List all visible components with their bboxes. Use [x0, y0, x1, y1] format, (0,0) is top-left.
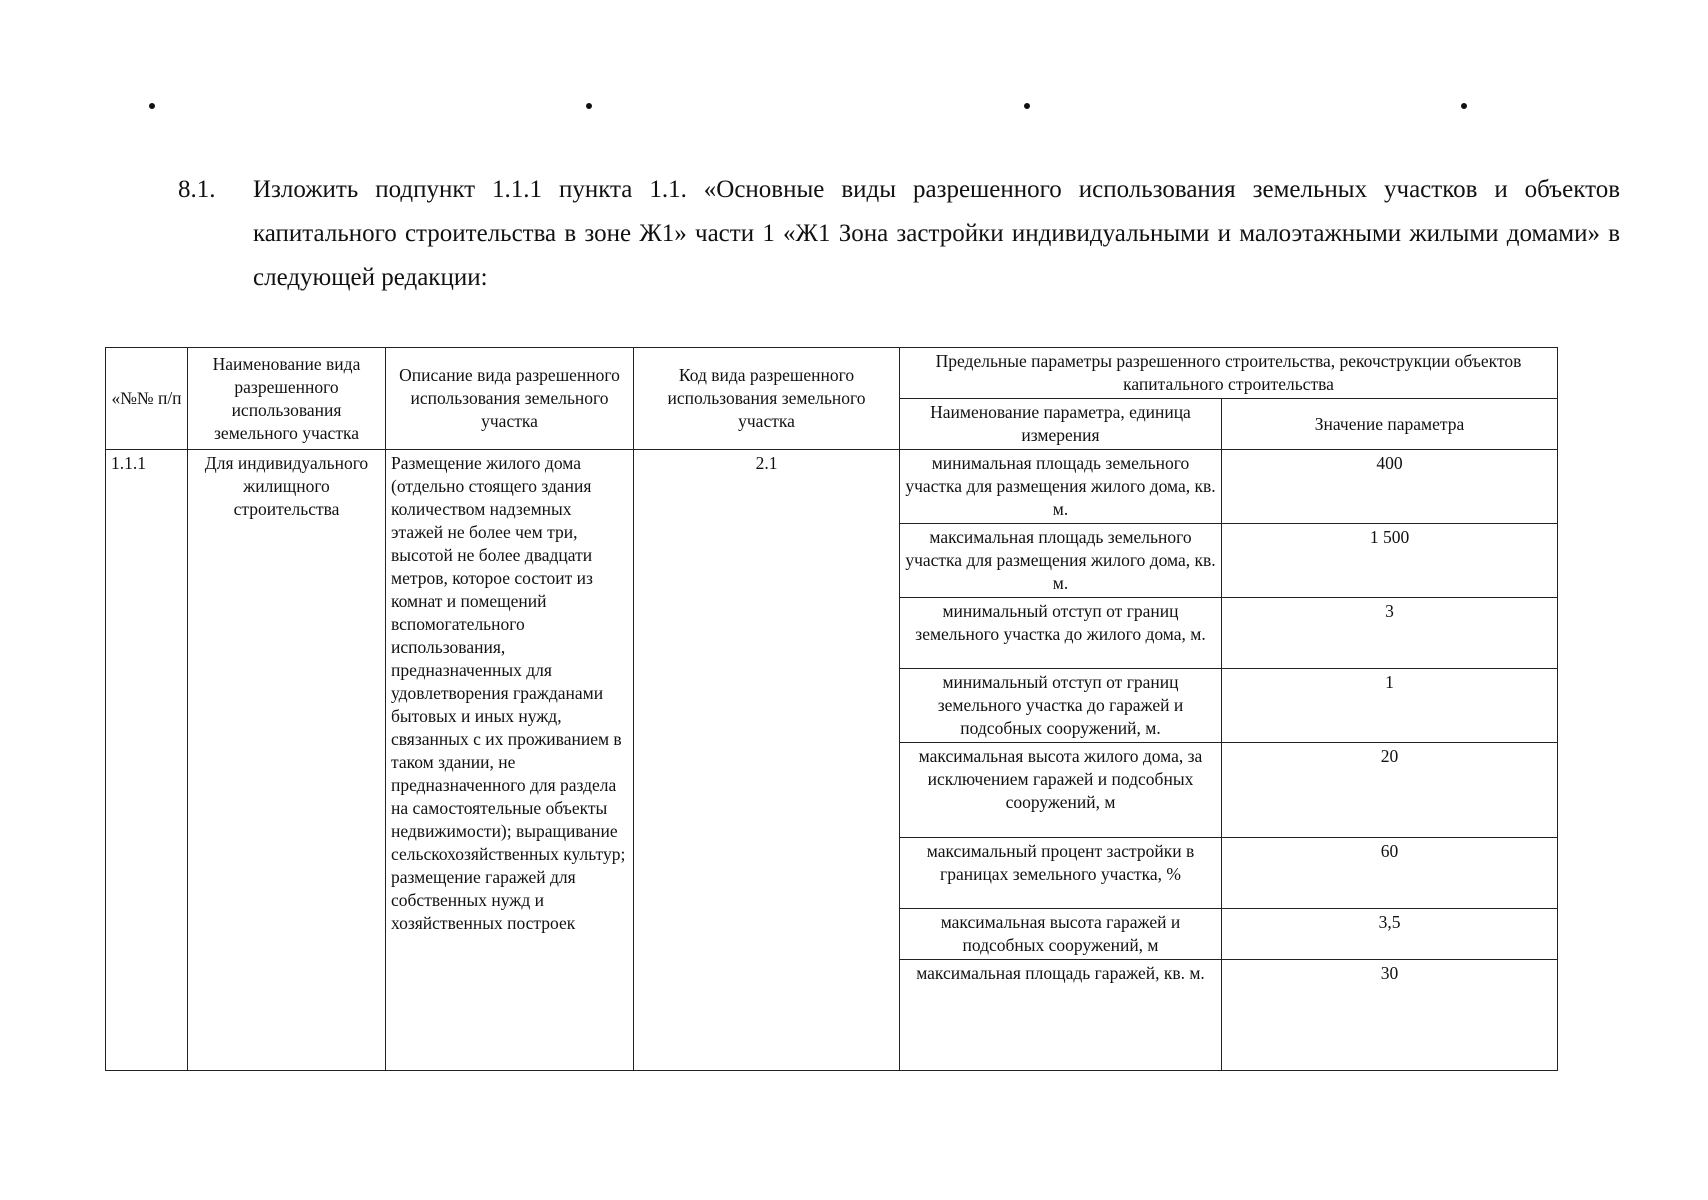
header-name: Наименование вида разрешенного использования земельного участка — [188, 348, 386, 450]
param-name: максимальная высота жилого дома, за исключением гаражей и подсобных сооружений, м — [900, 743, 1222, 838]
header-param-name: Наименование параметра, единица измерения — [900, 399, 1222, 450]
land-use-table — [105, 347, 1558, 1071]
row-num: 1.1.1 — [106, 450, 188, 1071]
paragraph-number: 8.1. — [178, 176, 216, 203]
header-limits: Предельные параметры разрешенного строительства, рекочструкции объектов капитального строительства — [900, 348, 1558, 399]
param-value: 1 500 — [1222, 524, 1558, 598]
row-name: Для индивидуального жилищного строительства — [188, 450, 386, 1071]
paragraph-text: Изложить подпункт 1.1.1 пункта 1.1. «Основные виды разрешенного использования земельных участков и объектов капитального строительства в зоне Ж1» части 1 «Ж1 Зона застройки индивидуальными и малоэтажными жилыми домами» в следующей редакции: — [253, 176, 1620, 291]
param-name: минимальная площадь земельного участка для размещения жилого дома, кв. м. — [900, 450, 1222, 524]
header-code: Код вида разрешенного использования земельного участка — [634, 348, 900, 450]
page-dot-2 — [586, 103, 592, 109]
row-description: Размещение жилого дома (отдельно стоящего здания количеством надземных этажей не более чем три, высотой не более двадцати метров, которое состоит из комнат и помещений вспомогательного использования, предназначенных для удовлетворения гражданами бытовых и иных нужд, связанных с их проживанием в таком здании, не предназначенного для раздела на самостоятельные объекты недвижимости); выращивание сельскохозяйственных культур; размещение гаражей для собственных нужд и хозяйственных построек — [386, 450, 634, 1071]
page-dot-4 — [1461, 103, 1467, 109]
header-param-value: Значение параметра — [1222, 399, 1558, 450]
param-value: 400 — [1222, 450, 1558, 524]
amendment-paragraph — [178, 168, 1620, 300]
param-name: минимальный отступ от границ земельного участка до гаражей и подсобных сооружений, м. — [900, 669, 1222, 743]
header-description: Описание вида разрешенного использования земельного участка — [386, 348, 634, 450]
param-value: 60 — [1222, 838, 1558, 909]
header-num: «№№ п/п — [106, 348, 188, 450]
param-name: максимальный процент застройки в границах земельного участка, % — [900, 838, 1222, 909]
param-value: 3,5 — [1222, 909, 1558, 960]
param-value: 30 — [1222, 960, 1558, 1071]
table-row — [106, 450, 1558, 524]
param-value: 20 — [1222, 743, 1558, 838]
param-name: максимальная площадь гаражей, кв. м. — [900, 960, 1222, 1071]
page-dot-1 — [149, 103, 155, 109]
page-dot-3 — [1024, 103, 1030, 109]
param-name: минимальный отступ от границ земельного участка до жилого дома, м. — [900, 598, 1222, 669]
row-code: 2.1 — [634, 450, 900, 1071]
param-name: максимальная высота гаражей и подсобных сооружений, м — [900, 909, 1222, 960]
param-value: 1 — [1222, 669, 1558, 743]
param-name: максимальная площадь земельного участка для размещения жилого дома, кв. м. — [900, 524, 1222, 598]
param-value: 3 — [1222, 598, 1558, 669]
